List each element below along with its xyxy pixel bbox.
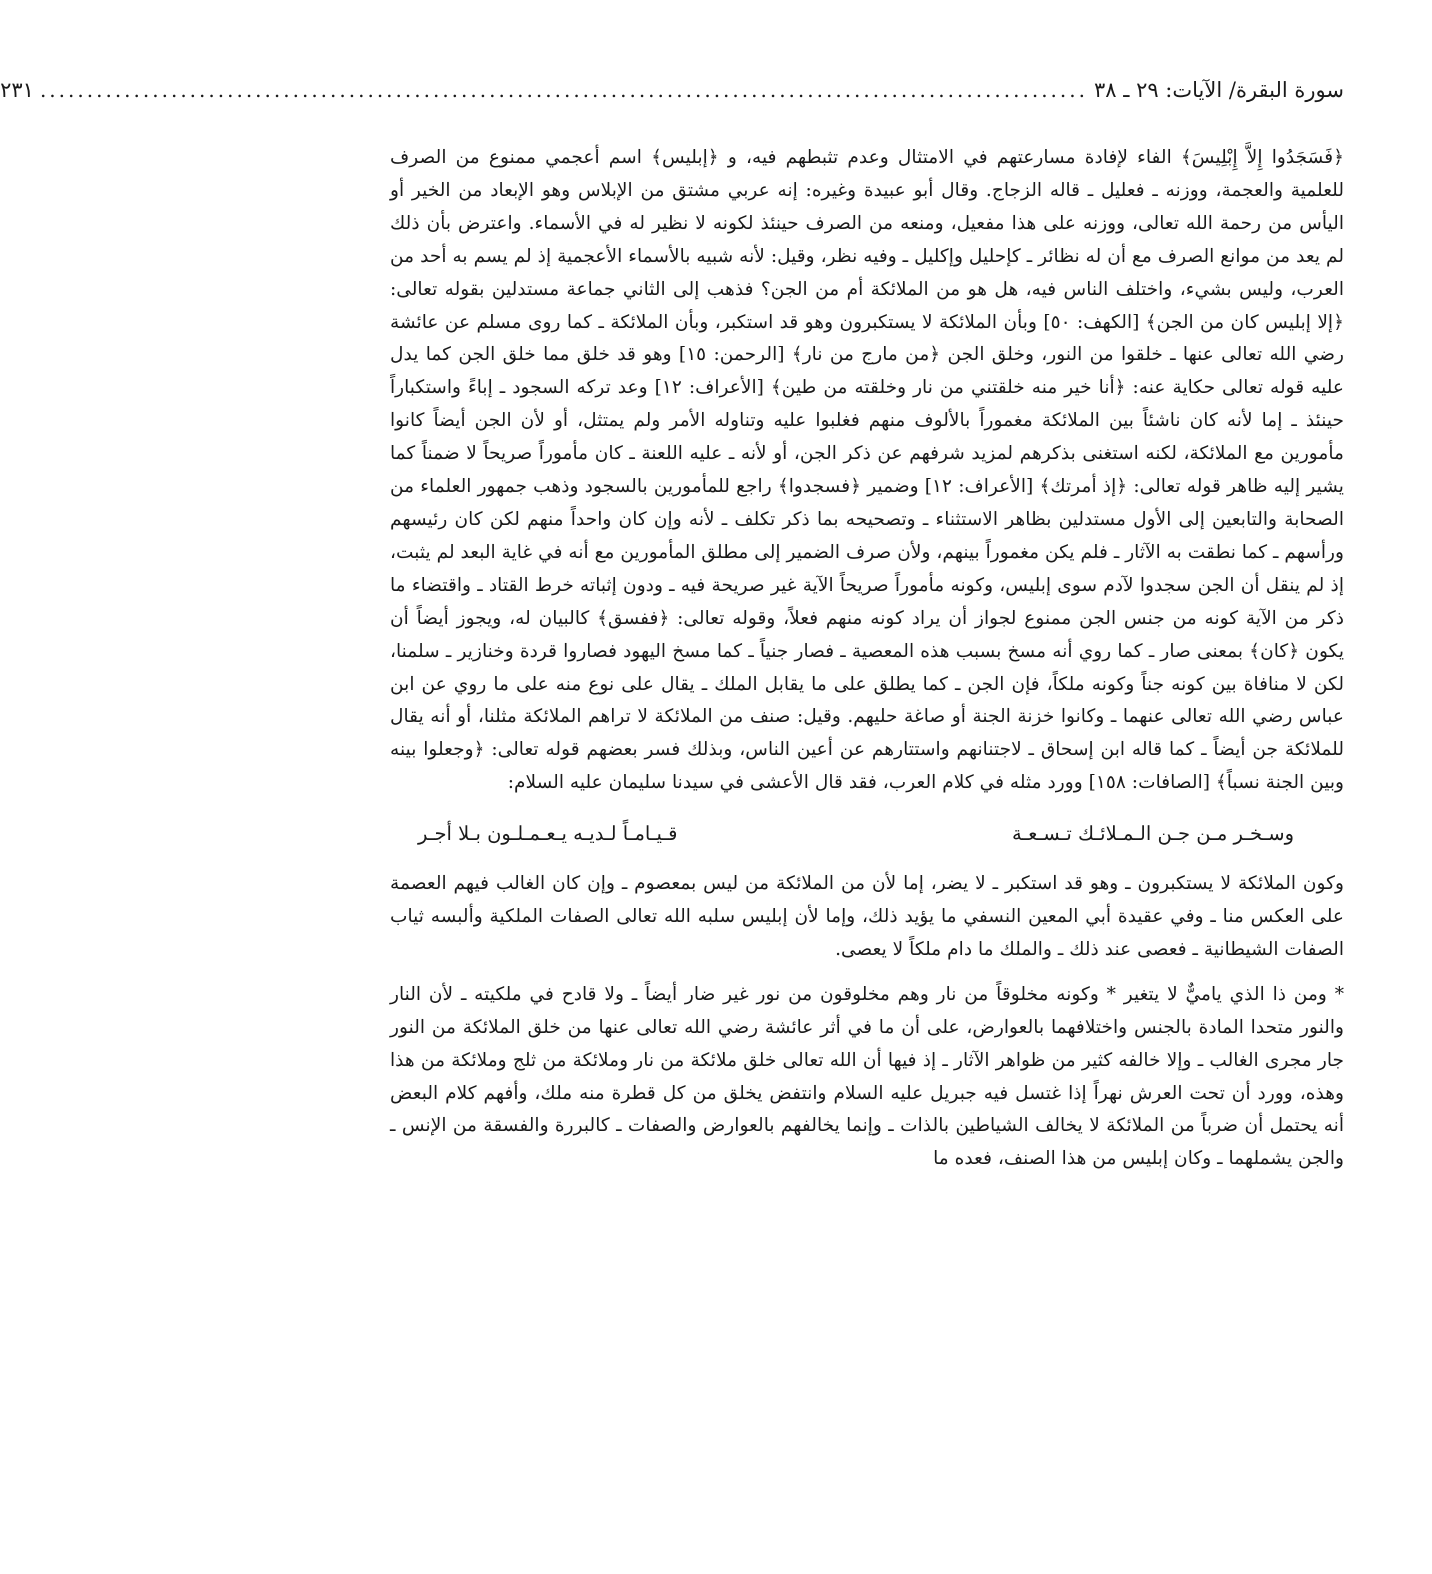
page-number: ٢٣١	[0, 78, 34, 102]
surah-title: سورة البقرة/ الآيات: ٢٩ ـ ٣٨	[1093, 78, 1344, 102]
paragraph-iblis: ﴿فَسَجَدُوا إِلاَّ إِبْلِيسَ﴾ الفاء لإفادة مسارعتهم في الامتثال وعدم تثبطهم فيه، و ﴿إبليس﴾ اسم أعجمي ممنوع من الصرف للعلمية والعجمة، ووزنه ـ فعليل ـ قاله الزجاج. وقال أبو عبيدة وغيره: إنه عربي مشتق من الإبلاس وهو الإبعاد من الخير أو اليأس من رحمة الله تعالى، ووزنه على هذا مفعيل، ومنعه من الصرف حينئذ لكونه لا نظير له في الأسماء. واعترض بأن ذلك لم يعد من موانع الصرف مع أن له نظائر ـ كإحليل وإكليل ـ وفيه نظر، وقيل: لأنه شبيه بالأسماء الأعجمية إذ لم يسم به أحد من العرب، وليس بشيء، واختلف الناس فيه، هل هو من الملائكة أم من الجن؟ فذهب إلى الثاني جماعة مستدلين بقوله تعالى: ﴿إلا إبليس كان من الجن﴾ [الكهف: ٥٠] وبأن الملائكة لا يستكبرون وهو قد استكبر، وبأن الملائكة ـ كما روى مسلم عن عائشة رضي الله تعالى عنها ـ خلقوا من النور، وخلق الجن ﴿من مارج من نار﴾ [الرحمن: ١٥] وهو قد خلق مما خلق الجن كما يدل عليه قوله تعالى حكاية عنه: ﴿أنا خير منه خلقتني من نار وخلقته من طين﴾ [الأعراف: ١٢] وعد تركه السجود ـ إباءً واستكباراً حينئذ ـ إما لأنه كان ناشئاً بين الملائكة مغموراً بالألوف منهم فغلبوا عليه وتناوله الأمر ولم يمتثل، أو لأن الجن أيضاً كانوا مأمورين مع الملائكة، لكنه استغنى بذكرهم لمزيد شرفهم عن ذكر الجن، أو لأنه ـ عليه اللعنة ـ كان مأموراً صريحاً لا ضمناً كما يشير إليه ظاهر قوله تعالى: ﴿إذ أمرتك﴾ [الأعراف: ١٢] وضمير ﴿فسجدوا﴾ راجع للمأمورين بالسجود وذهب جمهور العلماء من الصحابة والتابعين إلى الأول مستدلين بظاهر الاستثناء ـ وتصحيحه بما ذكر تكلف ـ لأنه وإن كان واحداً منهم لكن كان رئيسهم ورأسهم ـ كما نطقت به الآثار ـ فلم يكن مغموراً بينهم، ولأن صرف الضمير إلى مطلق المأمورين مع أنه في غاية البعد لم يثبت، إذ لم ينقل أن الجن سجدوا لآدم سوى إبليس، وكونه مأموراً صريحاً الآية غير صريحة فيه ـ ودون إثباته خرط القتاد ـ واقتضاء ما ذكر من الآية كونه من جنس الجن ممنوع لجواز أن يراد كونه منهم فعلاً، وقوله تعالى: ﴿ففسق﴾ كالبيان له، ويجوز أيضاً أن يكون ﴿كان﴾ بمعنى صار ـ كما روي أنه مسخ بسبب هذه المعصية ـ فصار جنياً ـ كما مسخ اليهود فصاروا قردة وخنازير ـ سلمنا، لكن لا منافاة بين كونه جناً وكونه ملكاً، فإن الجن ـ كما يطلق على ما يقابل الملك ـ يقال على نوع منه على ما روي عن ابن عباس رضي الله تعالى عنهما ـ وكانوا خزنة الجنة أو صاغة حليهم. وقيل: صنف من الملائكة لا تراهم الملائكة مثلنا، أو أنه يقال للملائكة جن أيضاً ـ كما قاله ابن إسحاق ـ لاجتنانهم واستتارهم عن أعين الناس، وبذلك فسر بعضهم قوله تعالى: ﴿وجعلوا بينه وبين الجنة نسباً﴾ [الصافات: ١٥٨] وورد مثله في كلام العرب، فقد قال الأعشى في سيدنا سليمان عليه السلام:	[390, 147, 1344, 794]
body-text	[390, 142, 1344, 1176]
paragraph-creation: * ومن ذا الذي ياميٌّ لا يتغير * وكونه مخلوقاً من نار وهم مخلوقون من نور غير ضار أيضاً ـ ولا قادح في ملكيته ـ لأن النار والنور متحدا المادة بالجنس واختلافهما بالعوارض، على أن ما في أثر عائشة رضي الله تعالى عنها من خلق الملائكة من النور جار مجرى الغالب ـ وإلا خالفه كثير من ظواهر الآثار ـ إذ فيها أن الله تعالى خلق ملائكة من نار وملائكة من ثلج وملائكة من هذا وهذه، وورد أن تحت العرش نهراً إذا غتسل فيه جبريل عليه السلام وانتفض يخلق من كل قطرة منه ملك، وأفهم كلام البعض أنه يحتمل أن ضرباً من الملائكة لا يخالف الشياطين بالذات ـ وإنما يخالفهم بالعوارض والصفات ـ كالبررة والفسقة من الإنس ـ والجن يشملهما ـ وكان إبليس من هذا الصنف، فعده ما	[390, 983, 1344, 1170]
poetry-verse	[418, 812, 1294, 856]
verse-second-hemistich: قـيـامـاً لـديـه يـعـمـلـون بـلا أجـر	[418, 822, 678, 846]
verse-first-hemistich: وسـخـر مـن جـن الـمـلائـك تـسـعـة	[1011, 822, 1294, 846]
page	[0, 72, 1344, 1554]
paragraph-angels-arrogance: وكون الملائكة لا يستكبرون ـ وهو قد استكبر ـ لا يضر، إما لأن من الملائكة من ليس بمعصوم ـ وإن كان الغالب فيهم العصمة على العكس منا ـ وفي عقيدة أبي المعين النسفي ما يؤيد ذلك، وإما لأن إبليس سلبه الله تعالى الصفات الملكية وألبسه ثياب الصفات الشيطانية ـ فعصى عند ذلك ـ والملك ما دام ملكاً لا يعصى.	[390, 873, 1344, 960]
leader-dots: ................................................................................................................	[39, 78, 1088, 102]
running-head	[0, 72, 1344, 108]
